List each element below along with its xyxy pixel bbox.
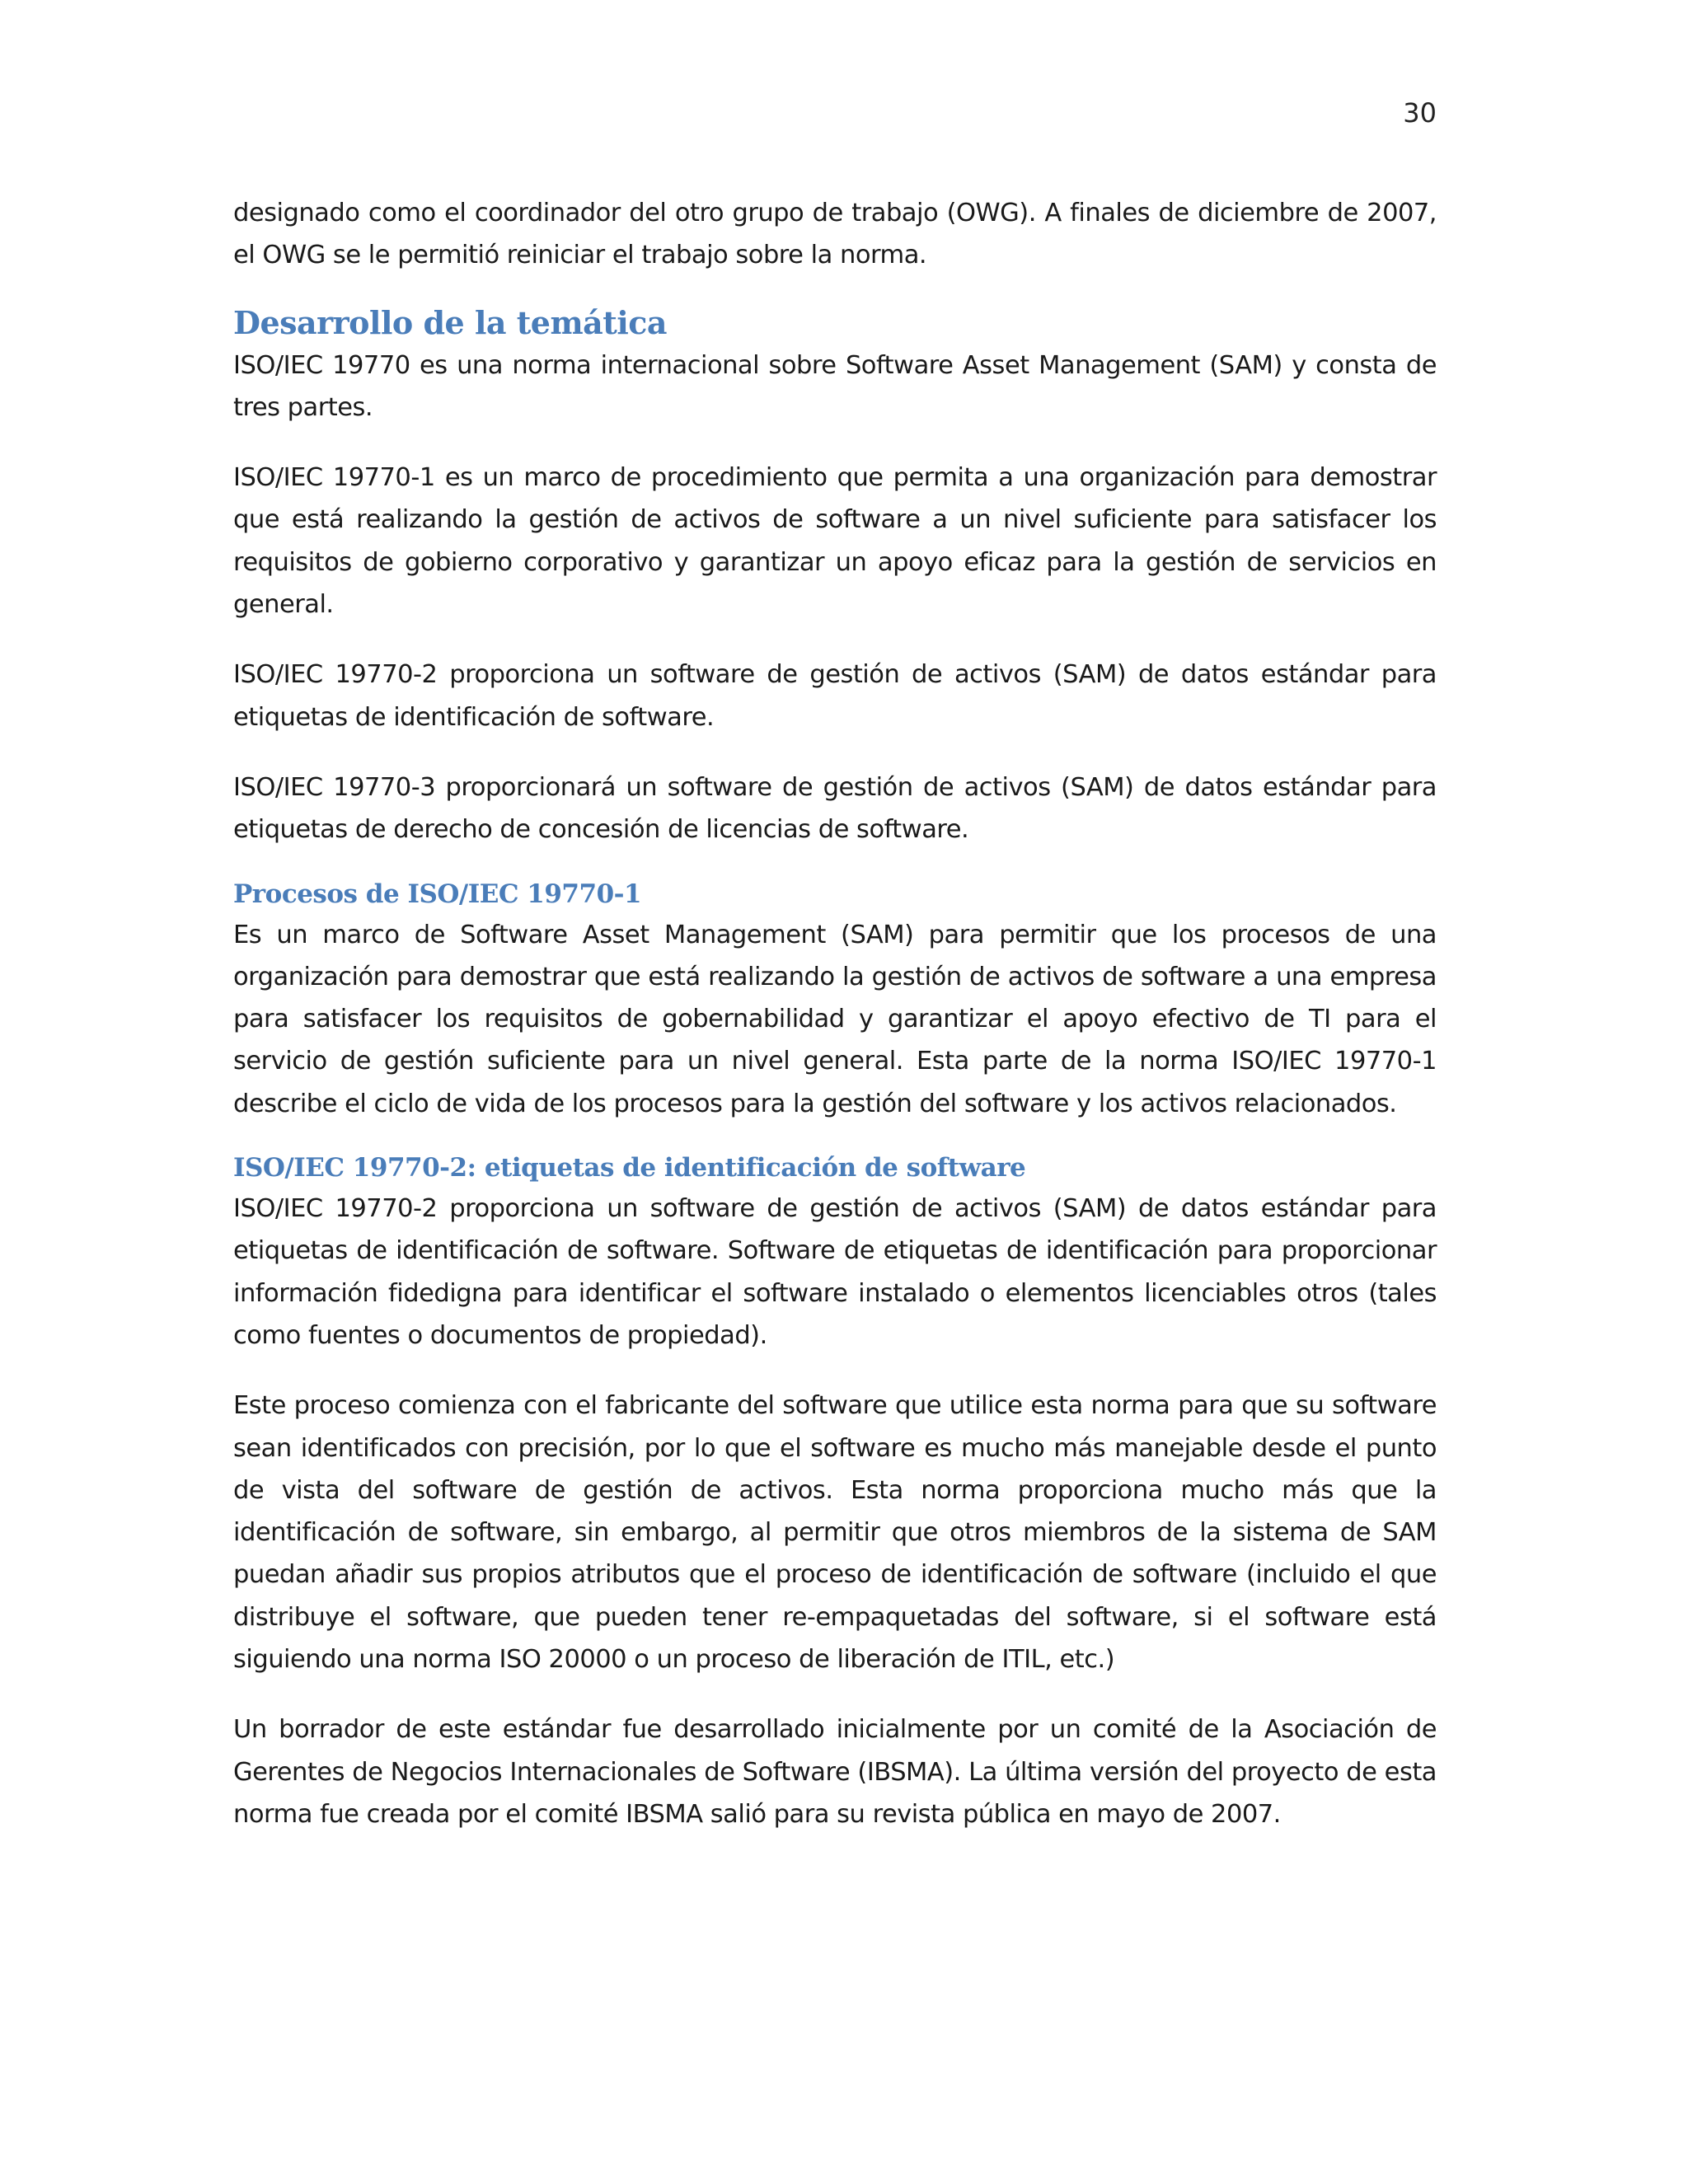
paragraph-etiquetas-3: Un borrador de este estándar fue desarrollado inicialmente por un comité de la Asociación de Gerentes de Negocios Internacionales de Software (IBSMA). La última versión del proyecto de esta norma fue creada por el comité IBSMA salió para su revista pública en mayo de 2007. <box>233 1715 1437 1829</box>
page-number: 30 <box>1403 97 1437 129</box>
paragraph-etiquetas-2: Este proceso comienza con el fabricante del software que utilice esta norma para que su software sean identificados con precisión, por lo que el software es mucho más manejable desde el punto de vista del software de gestión de activos. Esta norma proporciona mucho más que la identificación de software, sin embargo, al permitir que otros miembros de la sistema de SAM puedan añadir sus propios atributos que el proceso de identificación de software (incluido el que distribuye el software, que pueden tener re-empaquetadas del software, si el software está siguiendo una norma ISO 20000 o un proceso de liberación de ITIL, etc.) <box>233 1391 1437 1675</box>
heading-procesos: Procesos de ISO/IEC 19770-1 <box>233 879 642 909</box>
intro-paragraph: designado como el coordinador del otro grupo de trabajo (OWG). A finales de diciembre de 2007, el OWG se le permitió reiniciar el trabajo sobre la norma. <box>233 199 1437 270</box>
paragraph-iso-19770-1: ISO/IEC 19770-1 es un marco de procedimiento que permita a una organización para demostrar que está realizando la gestión de activos de software a un nivel suficiente para satisfacer los requisitos de gobierno corporativo y garantizar un apoyo eficaz para la gestión de servicios en general. <box>233 463 1437 620</box>
heading-etiquetas: ISO/IEC 19770-2: etiquetas de identificación de software <box>233 1153 1026 1183</box>
paragraph-iso-19770-2: ISO/IEC 19770-2 proporciona un software de gestión de activos (SAM) de datos estándar para etiquetas de identificación de software. <box>233 660 1437 732</box>
paragraph-procesos: Es un marco de Software Asset Management (SAM) para permitir que los procesos de una organización para demostrar que está realizando la gestión de activos de software a una empresa para satisfacer los requisitos de gobernabilidad y garantizar el apoyo efectivo de TI para el servicio de gestión suficiente para un nivel general. Esta parte de la norma ISO/IEC 19770-1 describe el ciclo de vida de los procesos para la gestión del software y los activos relacionados. <box>233 920 1437 1118</box>
heading-desarrollo: Desarrollo de la temática <box>233 303 668 341</box>
paragraph-iso-19770: ISO/IEC 19770 es una norma internacional sobre Software Asset Management (SAM) y consta de tres partes. <box>233 350 1437 422</box>
page-content <box>233 192 1437 1835</box>
paragraph-etiquetas-1: ISO/IEC 19770-2 proporciona un software de gestión de activos (SAM) de datos estándar para etiquetas de identificación de software. Software de etiquetas de identificación para proporcionar información fidedigna para identificar el software instalado o elementos licenciables otros (tales como fuentes o documentos de propiedad). <box>233 1194 1437 1350</box>
paragraph-iso-19770-3: ISO/IEC 19770-3 proporcionará un software de gestión de activos (SAM) de datos estándar para etiquetas de derecho de concesión de licencias de software. <box>233 772 1437 845</box>
